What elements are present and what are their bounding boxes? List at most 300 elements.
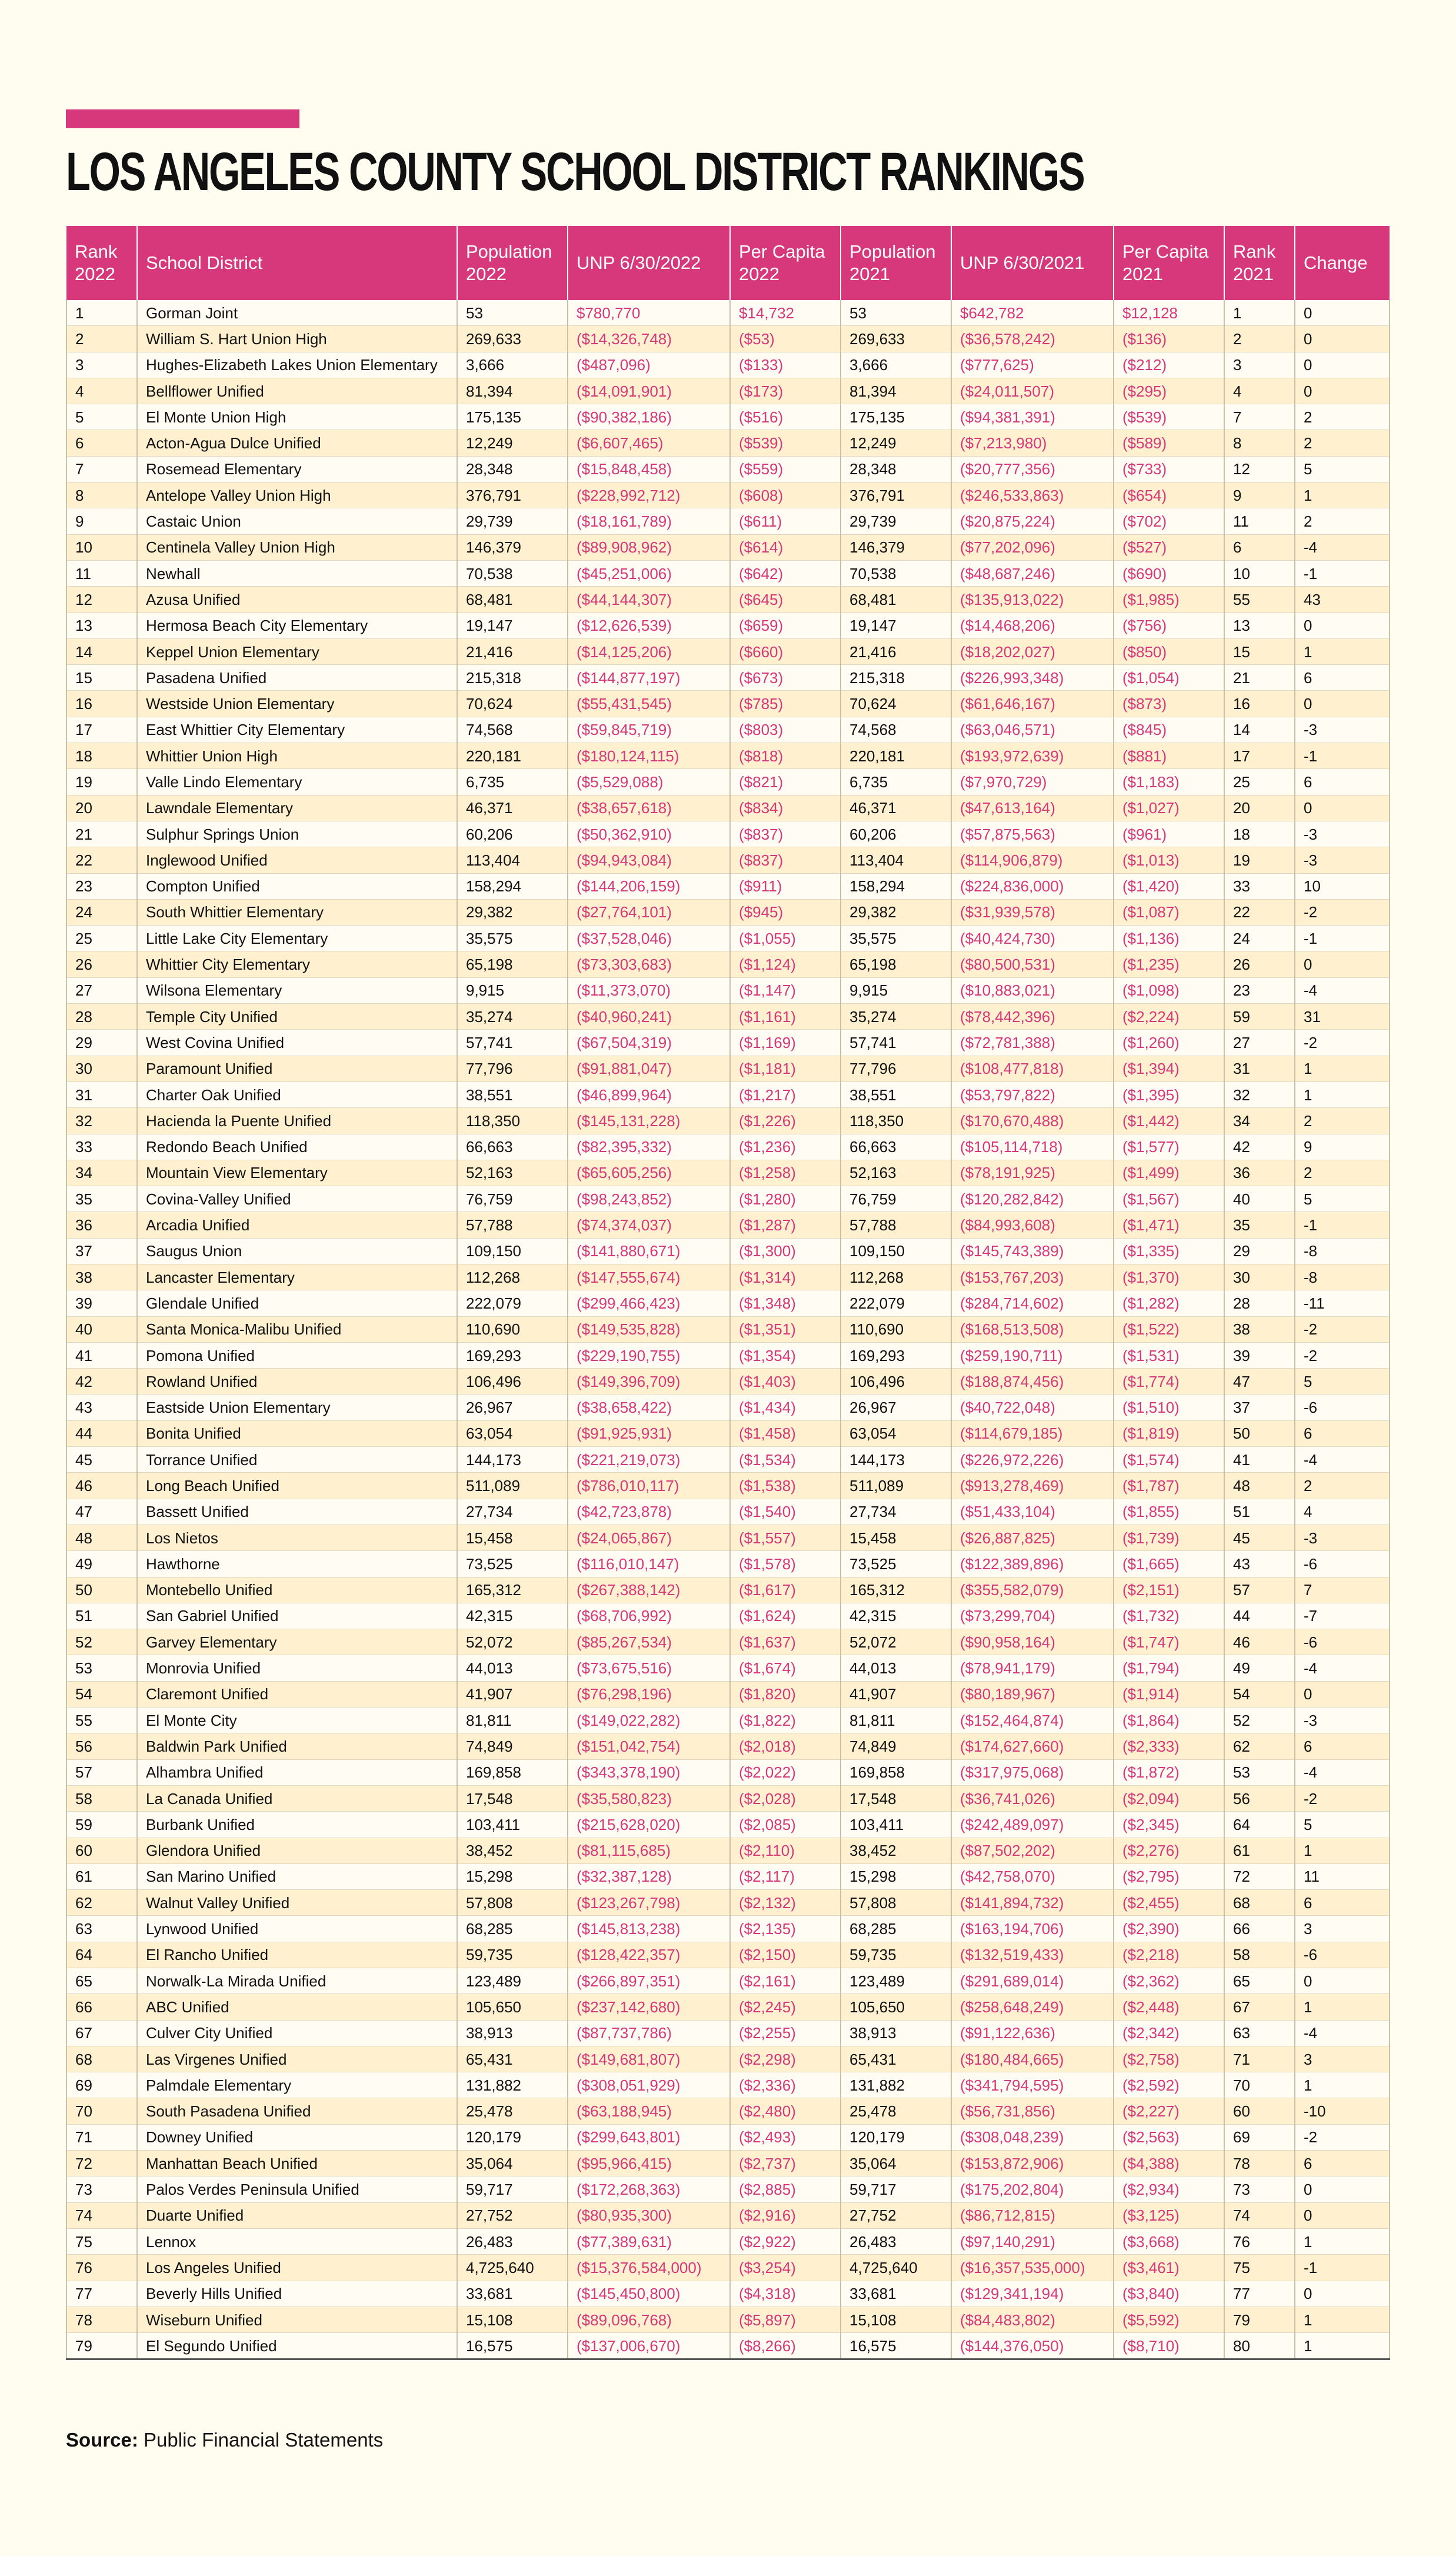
per-capita-2022-cell: ($2,150) <box>730 1942 841 1968</box>
rank-2021-cell: 29 <box>1224 1238 1295 1264</box>
table-row <box>66 1134 1390 1160</box>
unp-2021-cell: ($10,883,021) <box>951 977 1114 1003</box>
population-2021-cell: 53 <box>841 300 951 326</box>
change-cell: 11 <box>1295 1863 1390 1889</box>
population-2021-cell: 42,315 <box>841 1603 951 1629</box>
rank-2021-cell: 78 <box>1224 2151 1295 2176</box>
population-2022-cell: 144,173 <box>457 1447 568 1473</box>
unp-2022-cell: ($98,243,852) <box>568 1186 730 1212</box>
district-name-cell: Eastside Union Elementary <box>137 1395 457 1420</box>
unp-2021-cell: ($163,194,706) <box>951 1916 1114 1942</box>
table-row <box>66 1056 1390 1081</box>
table-row <box>66 1681 1390 1707</box>
per-capita-2022-cell: ($1,147) <box>730 977 841 1003</box>
district-name-cell: Acton-Agua Dulce Unified <box>137 430 457 456</box>
rank-2022-cell: 69 <box>66 2072 137 2098</box>
population-2021-cell: 60,206 <box>841 821 951 847</box>
population-2021-cell: 120,179 <box>841 2124 951 2150</box>
district-name-cell: Baldwin Park Unified <box>137 1733 457 1759</box>
population-2022-cell: 28,348 <box>457 456 568 482</box>
table-row <box>66 1499 1390 1525</box>
unp-2021-cell: ($24,011,507) <box>951 378 1114 404</box>
district-name-cell: Rowland Unified <box>137 1369 457 1395</box>
rank-2022-cell: 53 <box>66 1655 137 1681</box>
rank-2021-cell: 50 <box>1224 1420 1295 1446</box>
change-cell: 9 <box>1295 1134 1390 1160</box>
rank-2022-cell: 14 <box>66 638 137 664</box>
unp-2021-cell: ($108,477,818) <box>951 1056 1114 1081</box>
rank-2022-cell: 38 <box>66 1264 137 1290</box>
rank-2022-cell: 71 <box>66 2124 137 2150</box>
change-cell: -1 <box>1295 743 1390 769</box>
change-cell: 43 <box>1295 587 1390 613</box>
population-2022-cell: 29,382 <box>457 899 568 925</box>
unp-2021-cell: ($145,743,389) <box>951 1238 1114 1264</box>
district-name-cell: Manhattan Beach Unified <box>137 2151 457 2176</box>
table-row <box>66 378 1390 404</box>
per-capita-2022-cell: ($559) <box>730 456 841 482</box>
unp-2021-cell: ($284,714,602) <box>951 1290 1114 1316</box>
population-2021-cell: 38,913 <box>841 2020 951 2046</box>
rank-2022-cell: 23 <box>66 873 137 899</box>
change-cell: 0 <box>1295 1968 1390 1994</box>
column-header[interactable]: Rank 2021 <box>1224 226 1295 300</box>
district-name-cell: Sulphur Springs Union <box>137 821 457 847</box>
population-2021-cell: 52,072 <box>841 1629 951 1655</box>
per-capita-2021-cell: ($1,054) <box>1114 665 1224 691</box>
table-row <box>66 326 1390 352</box>
unp-2021-cell: ($188,874,456) <box>951 1369 1114 1395</box>
per-capita-2021-cell: ($850) <box>1114 638 1224 664</box>
change-cell: 6 <box>1295 1733 1390 1759</box>
per-capita-2022-cell: ($1,055) <box>730 926 841 951</box>
rank-2022-cell: 76 <box>66 2255 137 2281</box>
population-2021-cell: 65,198 <box>841 951 951 977</box>
unp-2021-cell: ($48,687,246) <box>951 560 1114 586</box>
rank-2021-cell: 45 <box>1224 1525 1295 1550</box>
table-row <box>66 482 1390 508</box>
unp-2021-cell: ($132,519,433) <box>951 1942 1114 1968</box>
per-capita-2021-cell: ($1,739) <box>1114 1525 1224 1550</box>
change-cell: -1 <box>1295 2255 1390 2281</box>
unp-2022-cell: ($67,504,319) <box>568 1030 730 1056</box>
population-2021-cell: 19,147 <box>841 613 951 638</box>
rank-2022-cell: 28 <box>66 1004 137 1030</box>
table-row <box>66 2020 1390 2046</box>
population-2021-cell: 222,079 <box>841 1290 951 1316</box>
rank-2022-cell: 35 <box>66 1186 137 1212</box>
district-name-cell: Glendora Unified <box>137 1838 457 1863</box>
table-row <box>66 2281 1390 2307</box>
table-row <box>66 1290 1390 1316</box>
district-name-cell: Lynwood Unified <box>137 1916 457 1942</box>
rank-2022-cell: 57 <box>66 1759 137 1785</box>
table-row <box>66 847 1390 873</box>
unp-2022-cell: ($81,115,685) <box>568 1838 730 1863</box>
rank-2022-cell: 8 <box>66 482 137 508</box>
unp-2022-cell: ($40,960,241) <box>568 1004 730 1030</box>
per-capita-2022-cell: ($1,403) <box>730 1369 841 1395</box>
district-name-cell: Las Virgenes Unified <box>137 2046 457 2072</box>
unp-2021-cell: ($80,189,967) <box>951 1681 1114 1707</box>
per-capita-2021-cell: ($1,136) <box>1114 926 1224 951</box>
per-capita-2021-cell: ($2,151) <box>1114 1577 1224 1603</box>
population-2021-cell: 52,163 <box>841 1160 951 1186</box>
population-2021-cell: 46,371 <box>841 795 951 821</box>
per-capita-2022-cell: ($133) <box>730 352 841 378</box>
rank-2021-cell: 34 <box>1224 1108 1295 1134</box>
per-capita-2022-cell: ($1,637) <box>730 1629 841 1655</box>
column-header[interactable]: Change <box>1295 226 1390 300</box>
change-cell: -1 <box>1295 1212 1390 1238</box>
population-2022-cell: 109,150 <box>457 1238 568 1264</box>
change-cell: 5 <box>1295 1186 1390 1212</box>
rank-2022-cell: 1 <box>66 300 137 326</box>
population-2021-cell: 35,274 <box>841 1004 951 1030</box>
unp-2022-cell: ($91,881,047) <box>568 1056 730 1081</box>
district-name-cell: Garvey Elementary <box>137 1629 457 1655</box>
district-name-cell: Alhambra Unified <box>137 1759 457 1785</box>
unp-2021-cell: ($114,906,879) <box>951 847 1114 873</box>
rank-2022-cell: 72 <box>66 2151 137 2176</box>
per-capita-2022-cell: ($2,336) <box>730 2072 841 2098</box>
unp-2022-cell: ($141,880,671) <box>568 1238 730 1264</box>
per-capita-2021-cell: ($2,934) <box>1114 2176 1224 2202</box>
rank-2021-cell: 11 <box>1224 508 1295 534</box>
per-capita-2021-cell: ($5,592) <box>1114 2307 1224 2332</box>
population-2022-cell: 220,181 <box>457 743 568 769</box>
change-cell: 0 <box>1295 613 1390 638</box>
population-2022-cell: 165,312 <box>457 1577 568 1603</box>
change-cell: 6 <box>1295 665 1390 691</box>
rank-2021-cell: 15 <box>1224 638 1295 664</box>
district-name-cell: Santa Monica-Malibu Unified <box>137 1316 457 1342</box>
unp-2022-cell: ($35,580,823) <box>568 1785 730 1811</box>
unp-2021-cell: ($135,913,022) <box>951 587 1114 613</box>
population-2021-cell: 21,416 <box>841 638 951 664</box>
district-name-cell: Hughes-Elizabeth Lakes Union Elementary <box>137 352 457 378</box>
population-2022-cell: 6,735 <box>457 769 568 795</box>
column-header[interactable]: Population 2022 <box>457 226 568 300</box>
per-capita-2021-cell: ($2,342) <box>1114 2020 1224 2046</box>
table-row <box>66 1838 1390 1863</box>
change-cell: 31 <box>1295 1004 1390 1030</box>
rank-2021-cell: 33 <box>1224 873 1295 899</box>
per-capita-2021-cell: ($1,235) <box>1114 951 1224 977</box>
rank-2022-cell: 39 <box>66 1290 137 1316</box>
rank-2022-cell: 46 <box>66 1473 137 1499</box>
unp-2022-cell: ($85,267,534) <box>568 1629 730 1655</box>
per-capita-2022-cell: ($834) <box>730 795 841 821</box>
column-header[interactable]: UNP 6/30/2021 <box>951 226 1114 300</box>
unp-2021-cell: ($94,381,391) <box>951 404 1114 430</box>
change-cell: -2 <box>1295 2124 1390 2150</box>
unp-2022-cell: ($221,219,073) <box>568 1447 730 1473</box>
unp-2022-cell: ($116,010,147) <box>568 1551 730 1577</box>
per-capita-2021-cell: ($295) <box>1114 378 1224 404</box>
table-row <box>66 1890 1390 1916</box>
per-capita-2021-cell: ($2,333) <box>1114 1733 1224 1759</box>
per-capita-2022-cell: ($1,300) <box>730 1238 841 1264</box>
table-row <box>66 2098 1390 2124</box>
rank-2022-cell: 5 <box>66 404 137 430</box>
change-cell: 5 <box>1295 456 1390 482</box>
unp-2021-cell: ($7,213,980) <box>951 430 1114 456</box>
rank-2022-cell: 63 <box>66 1916 137 1942</box>
rank-2021-cell: 16 <box>1224 691 1295 717</box>
rank-2021-cell: 31 <box>1224 1056 1295 1081</box>
per-capita-2021-cell: ($2,390) <box>1114 1916 1224 1942</box>
per-capita-2021-cell: ($1,574) <box>1114 1447 1224 1473</box>
change-cell: -2 <box>1295 1342 1390 1368</box>
table-row <box>66 1629 1390 1655</box>
district-name-cell: Arcadia Unified <box>137 1212 457 1238</box>
unp-2021-cell: ($73,299,704) <box>951 1603 1114 1629</box>
population-2022-cell: 376,791 <box>457 482 568 508</box>
district-name-cell: Pasadena Unified <box>137 665 457 691</box>
rank-2021-cell: 2 <box>1224 326 1295 352</box>
population-2022-cell: 68,481 <box>457 587 568 613</box>
table-row <box>66 1447 1390 1473</box>
change-cell: 5 <box>1295 1812 1390 1838</box>
per-capita-2021-cell: ($1,774) <box>1114 1369 1224 1395</box>
unp-2021-cell: ($246,533,863) <box>951 482 1114 508</box>
population-2022-cell: 41,907 <box>457 1681 568 1707</box>
district-name-cell: El Monte Union High <box>137 404 457 430</box>
per-capita-2021-cell: ($2,758) <box>1114 2046 1224 2072</box>
column-header[interactable]: Per Capita 2021 <box>1114 226 1224 300</box>
table-row <box>66 951 1390 977</box>
per-capita-2021-cell: ($2,455) <box>1114 1890 1224 1916</box>
change-cell: 1 <box>1295 2072 1390 2098</box>
column-header[interactable]: Population 2021 <box>841 226 951 300</box>
per-capita-2022-cell: ($1,538) <box>730 1473 841 1499</box>
change-cell: -6 <box>1295 1551 1390 1577</box>
population-2022-cell: 26,483 <box>457 2228 568 2254</box>
unp-2022-cell: ($228,992,712) <box>568 482 730 508</box>
unp-2022-cell: ($82,395,332) <box>568 1134 730 1160</box>
change-cell: 10 <box>1295 873 1390 899</box>
unp-2022-cell: ($145,450,800) <box>568 2281 730 2307</box>
unp-2022-cell: ($44,144,307) <box>568 587 730 613</box>
population-2021-cell: 376,791 <box>841 482 951 508</box>
per-capita-2022-cell: ($1,351) <box>730 1316 841 1342</box>
district-name-cell: Wiseburn Unified <box>137 2307 457 2332</box>
rank-2022-cell: 45 <box>66 1447 137 1473</box>
page-title: LOS ANGELES COUNTY SCHOOL DISTRICT RANKINGS <box>66 142 1084 202</box>
per-capita-2022-cell: ($785) <box>730 691 841 717</box>
column-header[interactable]: School District <box>137 226 457 300</box>
population-2022-cell: 70,538 <box>457 560 568 586</box>
rank-2022-cell: 4 <box>66 378 137 404</box>
rank-2022-cell: 29 <box>66 1030 137 1056</box>
rank-2022-cell: 44 <box>66 1420 137 1446</box>
population-2021-cell: 29,739 <box>841 508 951 534</box>
column-header[interactable]: Per Capita 2022 <box>730 226 841 300</box>
rank-2021-cell: 1 <box>1224 300 1295 326</box>
rank-2022-cell: 66 <box>66 1994 137 2020</box>
population-2021-cell: 38,452 <box>841 1838 951 1863</box>
rank-2021-cell: 30 <box>1224 1264 1295 1290</box>
rank-2022-cell: 60 <box>66 1838 137 1863</box>
change-cell: -3 <box>1295 1525 1390 1550</box>
population-2022-cell: 38,551 <box>457 1081 568 1107</box>
change-cell: 7 <box>1295 1577 1390 1603</box>
rank-2022-cell: 26 <box>66 951 137 977</box>
per-capita-2022-cell: ($1,557) <box>730 1525 841 1550</box>
population-2022-cell: 57,808 <box>457 1890 568 1916</box>
per-capita-2022-cell: ($1,181) <box>730 1056 841 1081</box>
district-name-cell: Palmdale Elementary <box>137 2072 457 2098</box>
unp-2022-cell: ($63,188,945) <box>568 2098 730 2124</box>
table-row <box>66 743 1390 769</box>
district-name-cell: El Segundo Unified <box>137 2333 457 2359</box>
district-name-cell: Bellflower Unified <box>137 378 457 404</box>
population-2022-cell: 35,575 <box>457 926 568 951</box>
table-row <box>66 2124 1390 2150</box>
per-capita-2021-cell: ($1,522) <box>1114 1316 1224 1342</box>
change-cell: -6 <box>1295 1629 1390 1655</box>
rank-2021-cell: 40 <box>1224 1186 1295 1212</box>
rank-2022-cell: 50 <box>66 1577 137 1603</box>
unp-2021-cell: ($31,939,578) <box>951 899 1114 925</box>
population-2021-cell: 158,294 <box>841 873 951 899</box>
table-row <box>66 926 1390 951</box>
change-cell: -8 <box>1295 1264 1390 1290</box>
unp-2022-cell: ($15,376,584,000) <box>568 2255 730 2281</box>
rank-2021-cell: 65 <box>1224 1968 1295 1994</box>
per-capita-2021-cell: ($2,448) <box>1114 1994 1224 2020</box>
per-capita-2021-cell: ($2,592) <box>1114 2072 1224 2098</box>
unp-2022-cell: ($308,051,929) <box>568 2072 730 2098</box>
rank-2021-cell: 21 <box>1224 665 1295 691</box>
table-row <box>66 2255 1390 2281</box>
district-name-cell: Azusa Unified <box>137 587 457 613</box>
unp-2022-cell: ($11,373,070) <box>568 977 730 1003</box>
population-2021-cell: 74,568 <box>841 717 951 743</box>
table-row <box>66 1030 1390 1056</box>
table-row <box>66 1733 1390 1759</box>
per-capita-2021-cell: ($1,531) <box>1114 1342 1224 1368</box>
unp-2021-cell: ($291,689,014) <box>951 1968 1114 1994</box>
district-name-cell: Los Angeles Unified <box>137 2255 457 2281</box>
district-name-cell: Long Beach Unified <box>137 1473 457 1499</box>
district-name-cell: Centinela Valley Union High <box>137 534 457 560</box>
population-2021-cell: 57,741 <box>841 1030 951 1056</box>
table-row <box>66 2202 1390 2228</box>
population-2022-cell: 52,072 <box>457 1629 568 1655</box>
unp-2021-cell: ($180,484,665) <box>951 2046 1114 2072</box>
unp-2022-cell: ($237,142,680) <box>568 1994 730 2020</box>
change-cell: 4 <box>1295 1499 1390 1525</box>
unp-2021-cell: ($20,875,224) <box>951 508 1114 534</box>
population-2022-cell: 38,452 <box>457 1838 568 1863</box>
table-row <box>66 899 1390 925</box>
table-row <box>66 1785 1390 1811</box>
per-capita-2022-cell: ($2,022) <box>730 1759 841 1785</box>
population-2021-cell: 68,481 <box>841 587 951 613</box>
table-row <box>66 456 1390 482</box>
unp-2021-cell: ($57,875,563) <box>951 821 1114 847</box>
population-2021-cell: 110,690 <box>841 1316 951 1342</box>
table-row <box>66 1551 1390 1577</box>
per-capita-2021-cell: ($1,420) <box>1114 873 1224 899</box>
table-body <box>66 300 1390 2359</box>
unp-2021-cell: $642,782 <box>951 300 1114 326</box>
unp-2022-cell: ($5,529,088) <box>568 769 730 795</box>
rank-2022-cell: 56 <box>66 1733 137 1759</box>
table-row <box>66 560 1390 586</box>
per-capita-2022-cell: ($3,254) <box>730 2255 841 2281</box>
per-capita-2022-cell: ($803) <box>730 717 841 743</box>
table-row <box>66 1316 1390 1342</box>
rank-2021-cell: 68 <box>1224 1890 1295 1916</box>
population-2022-cell: 59,735 <box>457 1942 568 1968</box>
column-header[interactable]: UNP 6/30/2022 <box>568 226 730 300</box>
population-2021-cell: 511,089 <box>841 1473 951 1499</box>
per-capita-2021-cell: ($881) <box>1114 743 1224 769</box>
district-name-cell: San Marino Unified <box>137 1863 457 1889</box>
rank-2021-cell: 18 <box>1224 821 1295 847</box>
unp-2021-cell: ($170,670,488) <box>951 1108 1114 1134</box>
change-cell: 5 <box>1295 1369 1390 1395</box>
table-row <box>66 2176 1390 2202</box>
district-name-cell: South Pasadena Unified <box>137 2098 457 2124</box>
column-header[interactable]: Rank 2022 <box>66 226 137 300</box>
district-name-cell: ABC Unified <box>137 1994 457 2020</box>
rank-2022-cell: 61 <box>66 1863 137 1889</box>
population-2021-cell: 169,293 <box>841 1342 951 1368</box>
change-cell: 0 <box>1295 1681 1390 1707</box>
per-capita-2022-cell: ($945) <box>730 899 841 925</box>
district-name-cell: Duarte Unified <box>137 2202 457 2228</box>
change-cell: 2 <box>1295 404 1390 430</box>
per-capita-2021-cell: ($654) <box>1114 482 1224 508</box>
per-capita-2022-cell: ($5,897) <box>730 2307 841 2332</box>
unp-2022-cell: ($38,658,422) <box>568 1395 730 1420</box>
population-2021-cell: 146,379 <box>841 534 951 560</box>
unp-2021-cell: ($80,500,531) <box>951 951 1114 977</box>
district-name-cell: Saugus Union <box>137 1238 457 1264</box>
population-2021-cell: 65,431 <box>841 2046 951 2072</box>
per-capita-2022-cell: ($673) <box>730 665 841 691</box>
population-2022-cell: 46,371 <box>457 795 568 821</box>
rank-2022-cell: 27 <box>66 977 137 1003</box>
unp-2022-cell: ($55,431,545) <box>568 691 730 717</box>
change-cell: 6 <box>1295 1420 1390 1446</box>
unp-2022-cell: ($80,935,300) <box>568 2202 730 2228</box>
population-2021-cell: 76,759 <box>841 1186 951 1212</box>
change-cell: -1 <box>1295 560 1390 586</box>
rank-2022-cell: 54 <box>66 1681 137 1707</box>
rank-2021-cell: 72 <box>1224 1863 1295 1889</box>
change-cell: 1 <box>1295 482 1390 508</box>
table-row <box>66 404 1390 430</box>
population-2022-cell: 222,079 <box>457 1290 568 1316</box>
change-cell: -10 <box>1295 2098 1390 2124</box>
district-name-cell: Burbank Unified <box>137 1812 457 1838</box>
per-capita-2021-cell: ($845) <box>1114 717 1224 743</box>
per-capita-2022-cell: ($2,737) <box>730 2151 841 2176</box>
per-capita-2022-cell: ($1,161) <box>730 1004 841 1030</box>
per-capita-2022-cell: ($2,480) <box>730 2098 841 2124</box>
rank-2021-cell: 52 <box>1224 1708 1295 1733</box>
population-2021-cell: 3,666 <box>841 352 951 378</box>
table-row <box>66 717 1390 743</box>
rank-2021-cell: 39 <box>1224 1342 1295 1368</box>
unp-2022-cell: ($27,764,101) <box>568 899 730 925</box>
change-cell: -4 <box>1295 1655 1390 1681</box>
